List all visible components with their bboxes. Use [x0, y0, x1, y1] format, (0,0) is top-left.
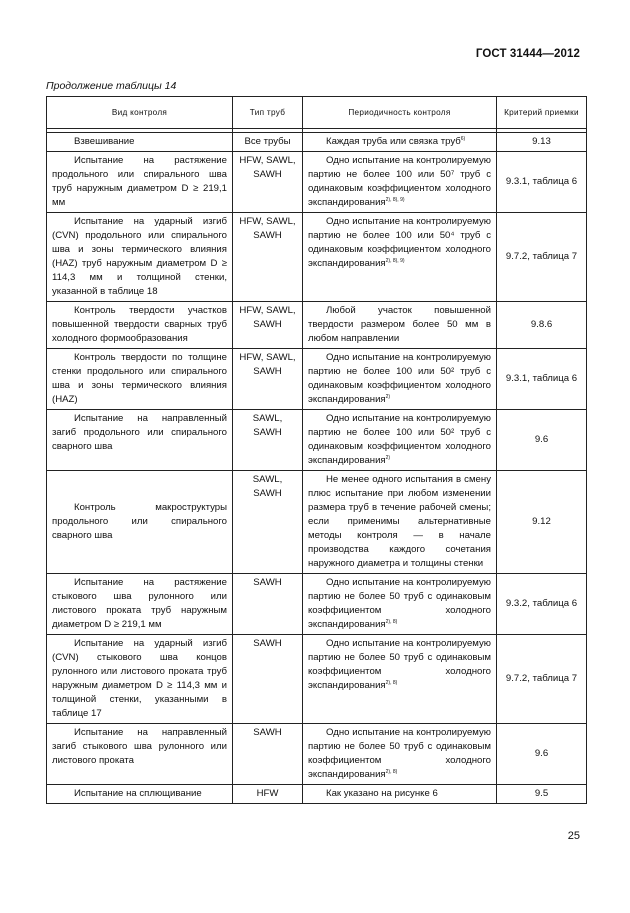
inspection-type-cell: [47, 724, 233, 785]
footnote-ref: 2), 8), 9): [385, 258, 405, 264]
frequency-cell-text: Любой участок повышенной твердости размером более 50 мм в любом направлении: [308, 305, 491, 344]
frequency-cell: [303, 574, 497, 635]
pipe-type-cell: [233, 471, 303, 574]
table-caption: Продолжение таблицы 14: [46, 80, 177, 92]
acceptance-criterion-cell-text: 9.8.6: [530, 319, 553, 330]
table-row: [47, 785, 587, 804]
table-row: [47, 152, 587, 213]
pipe-type-cell-text: HFW: [256, 788, 279, 799]
acceptance-criterion-cell: [497, 349, 587, 410]
footnote-ref: 2), 8): [385, 680, 398, 686]
inspection-type-cell: [47, 213, 233, 302]
acceptance-criterion-cell: [497, 152, 587, 213]
table-row: [47, 410, 587, 471]
table-row: [47, 724, 587, 785]
inspection-type-cell: [47, 574, 233, 635]
inspection-type-cell: [47, 349, 233, 410]
frequency-cell: [303, 152, 497, 213]
footnote-ref: 6): [460, 136, 466, 142]
frequency-cell: [303, 213, 497, 302]
acceptance-criterion-cell-text: 9.7.2, таблица 7: [505, 673, 578, 684]
inspection-type-cell-text: Испытание на сплющивание: [74, 788, 202, 799]
frequency-cell: [303, 349, 497, 410]
inspection-type-cell-text: Испытание на растяжение стыкового шва рулонного или листового проката труб наружным диаметром D ≥ 219,1 мм: [52, 577, 227, 630]
table-row: [47, 574, 587, 635]
table-row: [47, 133, 587, 152]
footnote-ref: 2), 8): [385, 619, 398, 625]
acceptance-criterion-cell: [497, 724, 587, 785]
frequency-cell: [303, 410, 497, 471]
table-header-row: [47, 97, 587, 129]
acceptance-criterion-cell: [497, 471, 587, 574]
frequency-cell: [303, 785, 497, 804]
frequency-cell: [303, 724, 497, 785]
pipe-type-cell: [233, 724, 303, 785]
acceptance-criterion-cell-text: 9.6: [534, 434, 549, 445]
frequency-cell-text: Одно испытание на контролируемую партию не более 100 или 50⁷ труб с одинаковым коэффициентом холодного экспандирования: [308, 155, 491, 208]
inspection-type-cell-text: Взвешивание: [74, 136, 135, 147]
acceptance-criterion-cell: [497, 785, 587, 804]
frequency-cell-text: Каждая труба или связка труб: [326, 136, 461, 147]
frequency-cell: [303, 133, 497, 152]
pipe-type-cell: [233, 574, 303, 635]
acceptance-criterion-cell-text: 9.3.1, таблица 6: [505, 373, 578, 384]
footnote-ref: 2), 8): [385, 769, 398, 775]
acceptance-criterion-cell-text: 9.13: [532, 136, 551, 147]
pipe-type-cell-text: SAWH: [253, 638, 282, 649]
footnote-ref: 2), 8), 9): [385, 197, 405, 203]
pipe-type-cell: [233, 349, 303, 410]
acceptance-criterion-cell: [497, 302, 587, 349]
acceptance-criterion-cell-text: 9.5: [534, 788, 549, 799]
pipe-type-cell: [233, 133, 303, 152]
pipe-type-cell-text: SAWL, SAWH: [252, 474, 283, 499]
frequency-cell-text: Не менее одного испытания в смену плюс испытание при любом изменении размера труб в течение рабочей смены; если применимы альтернативные методы контроля — в начале производства каждого сочетания наружного диаметра и толщины стенки: [308, 474, 491, 569]
table-row: [47, 302, 587, 349]
inspection-type-cell-text: Испытание на ударный изгиб (CVN) продольного или спирального шва и зоны термического влияния (HAZ) труб наружным диаметром D ≥ 114,3 мм и толщиной стенки, указанной в таблице 18: [52, 216, 227, 297]
table-row: [47, 349, 587, 410]
pipe-type-cell-text: HFW, SAWL, SAWH: [239, 352, 296, 377]
inspection-type-cell-text: Испытание на направленный загиб продольного или спирального сварного шва: [52, 413, 227, 452]
acceptance-criterion-cell-text: 9.6: [534, 748, 549, 759]
column-header: Критерий приемки: [497, 97, 587, 129]
acceptance-criterion-cell: [497, 133, 587, 152]
inspection-type-cell-text: Контроль макроструктуры продольного или спирального сварного шва: [52, 502, 227, 541]
document-code: ГОСТ 31444—2012: [475, 48, 580, 60]
pipe-type-cell-text: SAWL, SAWH: [252, 413, 283, 438]
pipe-type-cell-text: Все трубы: [244, 136, 291, 147]
acceptance-criterion-cell-text: 9.7.2, таблица 7: [505, 251, 578, 262]
inspection-table: [46, 96, 587, 804]
frequency-cell-text: Одно испытание на контролируемую партию не более 50 труб с одинаковым коэффициентом холодного экспандирования: [308, 727, 491, 780]
inspection-type-cell: [47, 471, 233, 574]
inspection-type-cell: [47, 410, 233, 471]
frequency-cell: [303, 471, 497, 574]
column-header: Тип труб: [233, 97, 303, 129]
pipe-type-cell-text: HFW, SAWL, SAWH: [239, 305, 296, 330]
inspection-type-cell-text: Контроль твердости участков повышенной твердости сварных труб холодного формообразования: [52, 305, 227, 344]
page-number: 25: [567, 830, 580, 842]
inspection-type-cell: [47, 133, 233, 152]
table-row: [47, 471, 587, 574]
table-row: [47, 213, 587, 302]
frequency-cell-text: Как указано на рисунке 6: [326, 788, 438, 799]
acceptance-criterion-cell-text: 9.3.1, таблица 6: [505, 176, 578, 187]
frequency-cell: [303, 635, 497, 724]
frequency-cell-text: Одно испытание на контролируемую партию не более 50 труб с одинаковым коэффициентом холодного экспандирования: [308, 577, 491, 630]
inspection-type-cell: [47, 785, 233, 804]
pipe-type-cell-text: SAWH: [253, 727, 282, 738]
acceptance-criterion-cell: [497, 410, 587, 471]
inspection-type-cell-text: Испытание на направленный загиб стыкового шва рулонного или листового проката: [52, 727, 227, 766]
footnote-ref: 2): [385, 455, 391, 461]
pipe-type-cell: [233, 785, 303, 804]
inspection-type-cell: [47, 302, 233, 349]
frequency-cell-text: Одно испытание на контролируемую партию не более 100 или 50² труб с одинаковым коэффициентом холодного экспандирования: [308, 413, 491, 466]
pipe-type-cell-text: SAWH: [253, 577, 282, 588]
acceptance-criterion-cell: [497, 574, 587, 635]
pipe-type-cell: [233, 213, 303, 302]
frequency-cell-text: Одно испытание на контролируемую партию не более 100 или 50² труб с одинаковым коэффициентом холодного экспандирования: [308, 352, 491, 405]
inspection-type-cell-text: Испытание на ударный изгиб (CVN) стыкового шва концов рулонного или листового проката труб наружным диаметром D ≥ 114,3 мм и толщиной стенки, указанными в таблице 17: [52, 638, 227, 719]
inspection-type-cell: [47, 635, 233, 724]
acceptance-criterion-cell-text: 9.3.2, таблица 6: [505, 598, 578, 609]
acceptance-criterion-cell-text: 9.12: [532, 516, 551, 527]
pipe-type-cell-text: HFW, SAWL, SAWH: [239, 216, 296, 241]
footnote-ref: 2): [385, 394, 391, 400]
inspection-type-cell-text: Испытание на растяжение продольного или спирального шва труб наружным диаметром D ≥ 219,1 мм: [52, 155, 227, 208]
table-row: [47, 635, 587, 724]
acceptance-criterion-cell: [497, 213, 587, 302]
table-body: [47, 133, 587, 804]
frequency-cell: [303, 302, 497, 349]
frequency-cell-text: Одно испытание на контролируемую партию не более 50 труб с одинаковым коэффициентом холодного экспандирования: [308, 638, 491, 691]
pipe-type-cell: [233, 635, 303, 724]
inspection-type-cell: [47, 152, 233, 213]
frequency-cell-text: Одно испытание на контролируемую партию не более 100 или 50⁴ труб с одинаковым коэффициентом холодного экспандирования: [308, 216, 491, 269]
pipe-type-cell: [233, 410, 303, 471]
column-header: Периодичность контроля: [303, 97, 497, 129]
column-header: Вид контроля: [47, 97, 233, 129]
pipe-type-cell: [233, 302, 303, 349]
pipe-type-cell: [233, 152, 303, 213]
inspection-type-cell-text: Контроль твердости по толщине стенки продольного или спирального шва и зоны термического влияния (HAZ): [52, 352, 227, 405]
acceptance-criterion-cell: [497, 635, 587, 724]
pipe-type-cell-text: HFW, SAWL, SAWH: [239, 155, 296, 180]
